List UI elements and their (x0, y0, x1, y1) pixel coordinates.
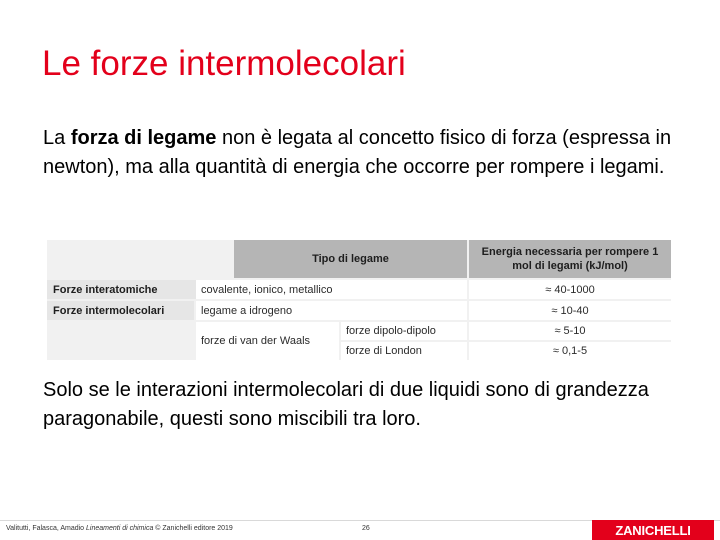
cell-london: forze di London (341, 342, 467, 360)
cell-hydrogen-bond: legame a idrogeno (196, 301, 467, 320)
credit-publisher: © Zanichelli editore 2019 (153, 525, 233, 532)
cell-van-der-waals: forze di van der Waals (196, 322, 339, 360)
cell-energy-london: ≈ 0,1-5 (469, 342, 671, 360)
slide-title: Le forze intermolecolari (42, 44, 406, 83)
cell-energy-dipole: ≈ 5-10 (469, 322, 671, 340)
table-header-energy: Energia necessaria per rompere 1 mol di legami (kJ/mol) (469, 240, 671, 278)
cell-energy-interatomic: ≈ 40-1000 (469, 280, 671, 299)
intro-text-start: La (43, 127, 71, 149)
zanichelli-logo: ZANICHELLI (592, 520, 714, 540)
slide-footer (0, 520, 720, 540)
row-label-interatomic: Forze interatomiche (47, 280, 232, 299)
conclusion-paragraph: Solo se le interazioni intermolecolari di due liquidi sono di grandezza paragonabile, questi sono miscibili tra loro. (43, 379, 649, 430)
credit-book-title: Lineamenti di chimica (86, 525, 154, 532)
row-label-intermolecular: Forze intermolecolari (47, 301, 194, 320)
intro-bold-term: forza di legame (70, 127, 217, 149)
page-number: 26 (362, 525, 370, 532)
cell-covalent: covalente, ionico, metallico (196, 280, 467, 299)
credit-authors: Valitutti, Falasca, Amadio (6, 525, 87, 532)
cell-energy-hydrogen: ≈ 10-40 (469, 301, 671, 320)
footer-credit (6, 525, 233, 532)
intro-paragraph (43, 124, 683, 182)
cell-dipole-dipole: forze dipolo-dipolo (341, 322, 467, 340)
intro-text-end: non è legata al concetto fisico di forza (espressa in newton), ma alla quantità di energia che occorre per rompere i legami. (43, 127, 672, 178)
bond-energy-table (47, 240, 671, 360)
table-header-type: Tipo di legame (234, 240, 467, 278)
